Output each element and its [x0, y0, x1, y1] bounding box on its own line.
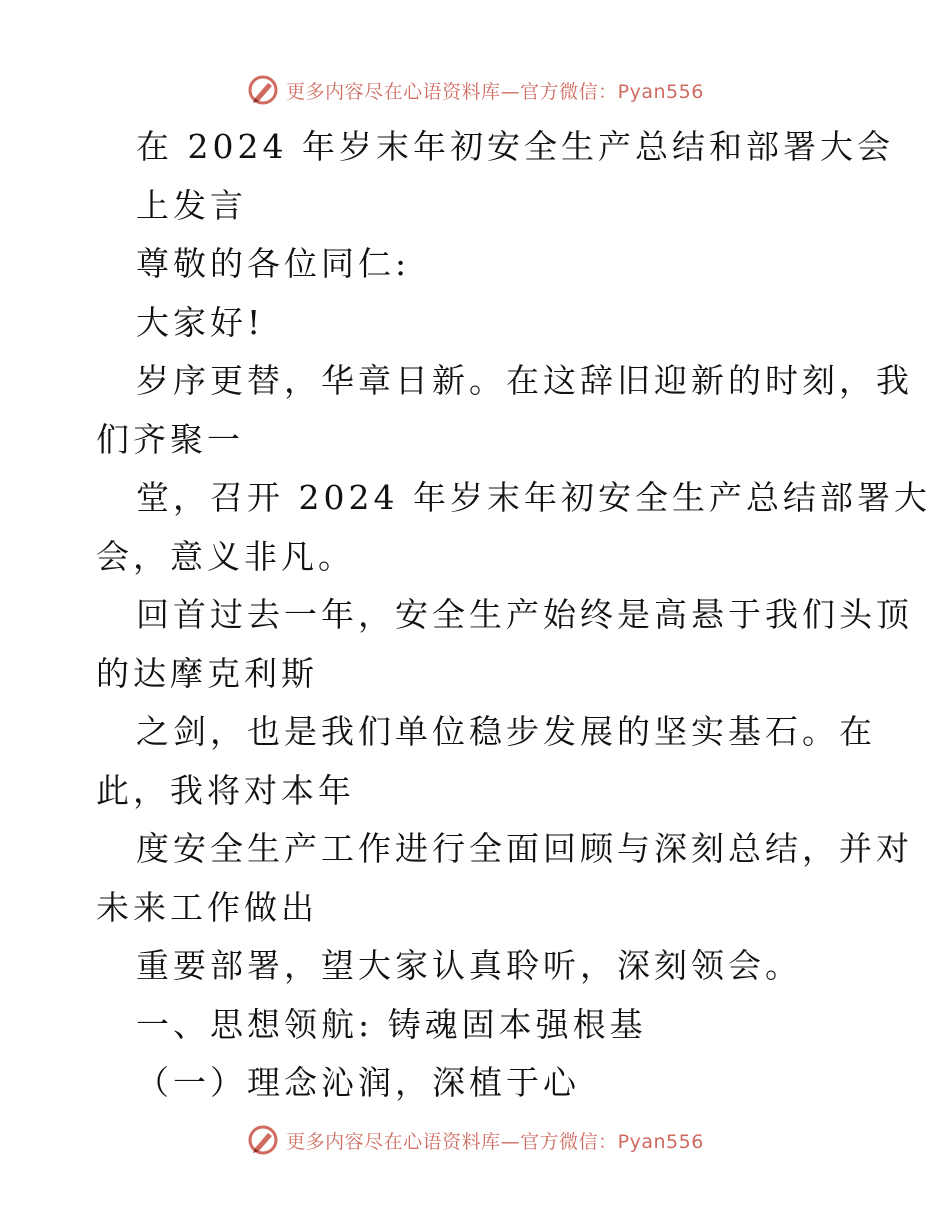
- text-line: 大家好!: [136, 302, 265, 342]
- watermark-text: 更多内容尽在心语资料库—官方微信：Pyan556: [286, 80, 704, 103]
- footer-watermark: [0, 1122, 950, 1158]
- section-heading: 一、思想领航: 铸魂固本强根基: [136, 1004, 647, 1044]
- text-line: 的达摩克利斯: [96, 653, 318, 693]
- text-line: 此，我将对本年: [96, 770, 355, 810]
- text-line: 堂，召开 2024 年岁末年初安全生产总结部署大: [136, 478, 931, 517]
- text-line: 在 2024 年岁末年初安全生产总结和部署大会: [136, 127, 894, 166]
- header-watermark: [0, 72, 950, 108]
- watermark-text: 更多内容尽在心语资料库—官方微信：Pyan556: [286, 1130, 704, 1153]
- pen-logo-icon: [246, 73, 280, 107]
- subsection-heading: （一）理念沁润，深植于心: [136, 1063, 580, 1102]
- text-line: 尊敬的各位同仁:: [136, 244, 411, 283]
- text-line: 岁序更替，华章日新。在这辞旧迎新的时刻，我: [136, 361, 913, 400]
- document-body: [96, 118, 931, 1113]
- text-line: 回首过去一年，安全生产始终是高悬于我们头顶: [136, 595, 913, 634]
- text-line: 度安全生产工作进行全面回顾与深刻总结，并对: [136, 829, 913, 868]
- pen-logo-icon: [246, 1123, 280, 1157]
- text-line: 会，意义非凡。: [96, 536, 355, 576]
- text-line: 重要部署，望大家认真聆听，深刻领会。: [136, 946, 802, 985]
- text-line: 们齐聚一: [96, 419, 244, 459]
- text-line: 之剑，也是我们单位稳步发展的坚实基石。在: [136, 712, 876, 751]
- text-line: 未来工作做出: [96, 887, 318, 927]
- text-line: 上发言: [136, 185, 247, 225]
